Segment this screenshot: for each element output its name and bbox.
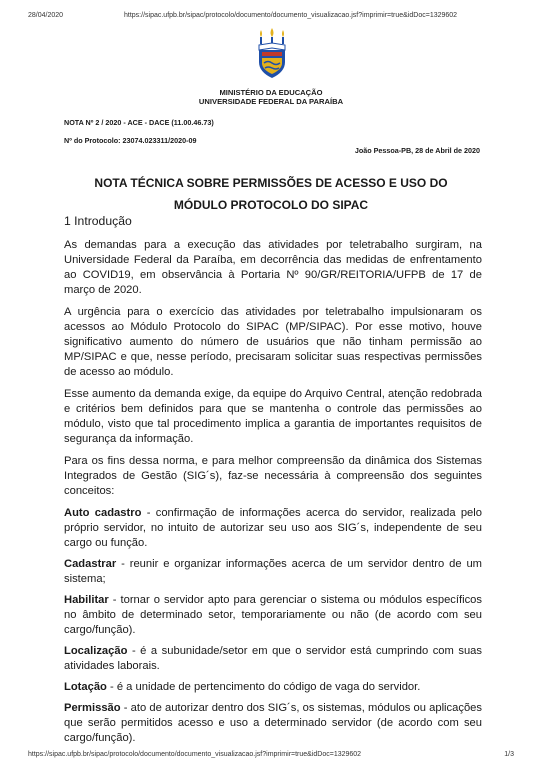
title-line-1: NOTA TÉCNICA SOBRE PERMISSÕES DE ACESSO E USO DO (94, 176, 448, 190)
institution-header (0, 88, 542, 106)
definition-term: Permissão (64, 702, 121, 714)
page-number: 1/3 (504, 751, 514, 758)
title-line-2: MÓDULO PROTOCOLO DO SIPAC (173, 198, 369, 212)
paragraph-3: Esse aumento da demanda exige, da equipe do Arquivo Central, atenção redobrada e critérios bem definidos para que se mantenha o controle das permissões ao módulo, visto que tal procedimento implica a garantia de importantes requisitos de segurança da informação. (64, 388, 482, 445)
document-body (64, 214, 482, 752)
definition-text: - reunir e organizar informações acerca de um servidor dentro de um sistema; (64, 558, 482, 585)
ministry-name: MINISTÉRIO DA EDUCAÇÃO (219, 88, 323, 97)
definition-term: Cadastrar (64, 558, 117, 570)
definition-localizacao (64, 644, 482, 674)
section-heading: 1 Introdução (64, 214, 132, 228)
definition-text: - é a subunidade/setor em que o servidor está cumprindo com suas atividades laborais. (64, 645, 482, 672)
definition-term: Localização (64, 645, 128, 657)
definition-lotacao (64, 680, 482, 695)
ufpb-crest-logo (255, 28, 289, 80)
definition-term: Lotação (64, 681, 107, 693)
definition-habilitar (64, 593, 482, 638)
paragraph-2: A urgência para o exercício das atividades por teletrabalho impulsionaram os acessos ao Módulo Protocolo do SIPAC (MP/SIPAC). Por esse motivo, houve significativo aumento do número de usuários que não tinham permissão ao MP/SIPAC e que, nesse período, precisaram solicitar suas respectivas permissões de acesso ao módulo. (64, 306, 482, 378)
definition-text: - confirmação de informações acerca do servidor, realizada pelo próprio servidor, no intuito de autorizar seu uso aos SIG´s, independente de seu cargo ou função. (64, 507, 482, 549)
city-date: João Pessoa-PB, 28 de Abril de 2020 (354, 146, 480, 155)
nota-number: NOTA Nº 2 / 2020 - ACE - DACE (11.00.46.73) (64, 118, 214, 127)
footer-url: https://sipac.ufpb.br/sipac/protocolo/documento/documento_visualizacao.jsf?imprimir=true&idDoc=1329602 (28, 751, 362, 758)
definition-auto-cadastro (64, 506, 482, 551)
university-name: UNIVERSIDADE FEDERAL DA PARAÍBA (198, 97, 344, 106)
paragraph-1: As demandas para a execução das atividades por teletrabalho surgiram, na Universidade Federal da Paraíba, em decorrência das medidas de enfrentamento ao COVID19, em observância à Portaria Nº 90/GR/REITORIA/UFPB de 17 de março de 2020. (64, 239, 482, 296)
print-url: https://sipac.ufpb.br/sipac/protocolo/documento/documento_visualizacao.jsf?imprimir=true&idDoc=1329602 (124, 12, 458, 19)
paragraph-4: Para os fins dessa norma, e para melhor compreensão da dinâmica dos Sistemas Integrados de Gestão (SIG´s), faz-se necessária à compreensão dos seguintes conceitos: (64, 455, 482, 497)
protocol-number: Nº do Protocolo: 23074.023311/2020-09 (64, 136, 197, 145)
definition-permissao (64, 701, 482, 746)
definition-term: Auto cadastro (64, 507, 142, 519)
definition-term: Habilitar (64, 594, 109, 606)
definition-cadastrar (64, 557, 482, 587)
definition-text: - é a unidade de pertencimento do código de vaga do servidor. (106, 681, 421, 693)
definition-text: - tornar o servidor apto para gerenciar o sistema ou módulos específicos no âmbito de determinado setor, temporariamente ou não (de acordo com seu cargo/função). (64, 594, 482, 636)
definition-text: - ato de autorizar dentro dos SIG´s, os sistemas, módulos ou aplicações que serão permitidos acesso e uso a determinado servidor (de acordo com seu cargo/função). (64, 702, 482, 744)
print-date: 28/04/2020 (28, 12, 64, 19)
document-title (0, 172, 542, 216)
